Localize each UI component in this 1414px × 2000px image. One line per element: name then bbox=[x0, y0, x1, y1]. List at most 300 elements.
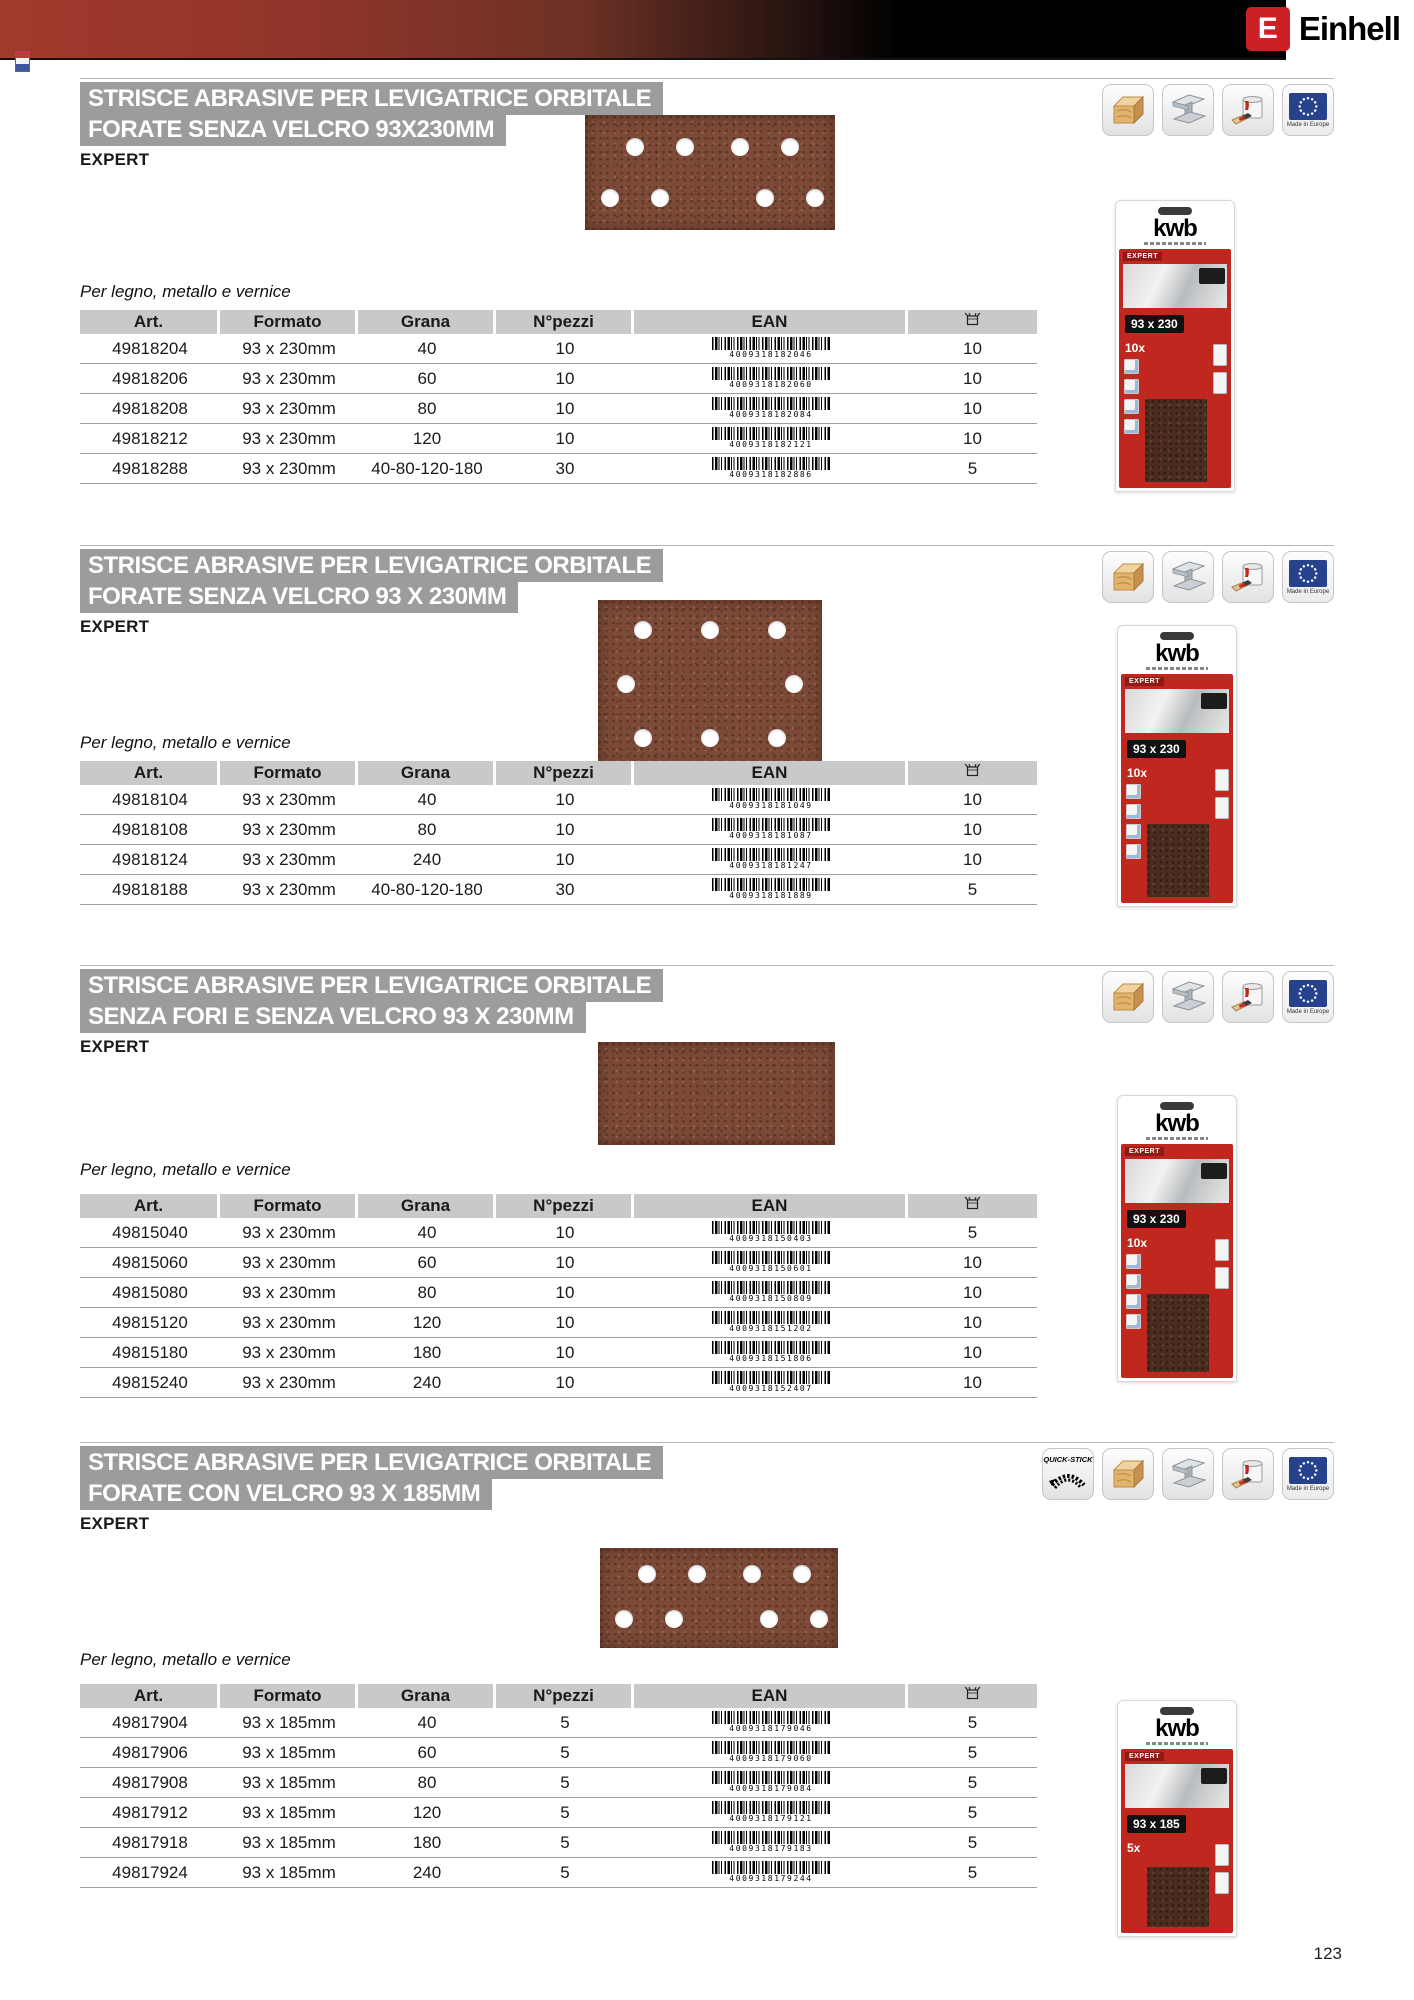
metal-icon bbox=[1162, 84, 1214, 136]
cell-grana: 40-80-120-180 bbox=[371, 880, 483, 899]
wood-icon bbox=[1102, 551, 1154, 603]
table-row bbox=[80, 454, 1037, 484]
cell-pezzi: 10 bbox=[555, 1283, 575, 1302]
package-sandpaper-window bbox=[1147, 824, 1209, 897]
made-in-europe-icon bbox=[1282, 971, 1334, 1023]
material-icons bbox=[1102, 551, 1334, 603]
cell-pezzi: 10 bbox=[555, 399, 575, 418]
einhell-logo-icon: E bbox=[1246, 7, 1290, 51]
cell-ean: 4009318181087 bbox=[634, 815, 908, 844]
table-row bbox=[80, 1708, 1037, 1738]
ean-barcode bbox=[712, 788, 830, 801]
cell-pezzi: 10 bbox=[555, 369, 575, 388]
col-pezzi: N°pezzi bbox=[496, 1684, 634, 1708]
ean-barcode bbox=[712, 427, 830, 440]
cell-grana: 60 bbox=[417, 1253, 437, 1272]
package-count-label: 10x bbox=[1127, 766, 1148, 780]
cell-pack-qty: 10 bbox=[963, 1253, 982, 1272]
table-row bbox=[80, 424, 1037, 454]
cell-ean: 4009318179183 bbox=[634, 1828, 908, 1857]
table-row bbox=[80, 1368, 1037, 1398]
wood-icon bbox=[1102, 84, 1154, 136]
cell-grana: 60 bbox=[417, 1743, 437, 1762]
cell-pack-qty: 10 bbox=[963, 850, 982, 869]
col-grana: Grana bbox=[358, 761, 496, 785]
cell-formato: 93 x 185mm bbox=[242, 1803, 336, 1822]
table-row bbox=[80, 394, 1037, 424]
cell-grana: 40-80-120-180 bbox=[371, 459, 483, 478]
table-row bbox=[80, 875, 1037, 905]
col-formato: Formato bbox=[220, 761, 358, 785]
col-formato: Formato bbox=[220, 310, 358, 334]
cell-grana: 240 bbox=[412, 850, 442, 869]
product-section-4 bbox=[0, 1442, 1414, 1980]
ean-barcode bbox=[712, 337, 830, 350]
eu-flag-icon bbox=[1289, 560, 1327, 587]
package-count-label: 5x bbox=[1127, 1841, 1141, 1855]
package-photo bbox=[1123, 264, 1227, 308]
cell-pack-qty: 5 bbox=[967, 1743, 978, 1762]
table-row bbox=[80, 1798, 1037, 1828]
cell-grana: 120 bbox=[412, 429, 442, 448]
kwb-logo: kwb bbox=[1155, 1110, 1199, 1137]
col-ean: EAN bbox=[634, 1194, 908, 1218]
col-grana: Grana bbox=[358, 310, 496, 334]
ean-barcode bbox=[712, 1741, 830, 1754]
cell-pezzi: 5 bbox=[560, 1773, 570, 1792]
cell-art: 49818208 bbox=[112, 399, 188, 418]
metal-icon bbox=[1162, 551, 1214, 603]
cell-ean: 4009318150403 bbox=[634, 1218, 908, 1247]
cell-art: 49815120 bbox=[112, 1313, 188, 1332]
cell-art: 49815180 bbox=[112, 1343, 188, 1362]
cell-grana: 80 bbox=[417, 820, 437, 839]
cell-grana: 40 bbox=[417, 1713, 437, 1732]
cell-pezzi: 10 bbox=[555, 1313, 575, 1332]
package-sandpaper-window bbox=[1147, 1867, 1209, 1927]
product-table bbox=[80, 310, 1037, 484]
ean-barcode bbox=[712, 818, 830, 831]
cell-ean: 4009318151202 bbox=[634, 1308, 908, 1337]
table-row bbox=[80, 815, 1037, 845]
ean-barcode bbox=[712, 1311, 830, 1324]
section-divider bbox=[80, 545, 1334, 546]
col-formato: Formato bbox=[220, 1194, 358, 1218]
cell-grana: 40 bbox=[417, 790, 437, 809]
cell-ean: 4009318182886 bbox=[634, 454, 908, 483]
cell-grana: 40 bbox=[417, 1223, 437, 1242]
product-package bbox=[1117, 1700, 1237, 1937]
table-row bbox=[80, 1858, 1037, 1888]
cell-art: 49817912 bbox=[112, 1803, 188, 1822]
cell-pack-qty: 5 bbox=[967, 1773, 978, 1792]
package-hanger-slot bbox=[1160, 1102, 1194, 1110]
cell-pack-qty: 5 bbox=[967, 1713, 978, 1732]
ean-barcode bbox=[712, 1801, 830, 1814]
col-art: Art. bbox=[80, 310, 220, 334]
product-package bbox=[1117, 1095, 1237, 1382]
table-row bbox=[80, 1768, 1037, 1798]
cell-formato: 93 x 230mm bbox=[242, 850, 336, 869]
package-photo bbox=[1125, 1159, 1229, 1203]
cell-formato: 93 x 230mm bbox=[242, 399, 336, 418]
cell-pezzi: 30 bbox=[555, 459, 575, 478]
wood-icon bbox=[1102, 1448, 1154, 1500]
cell-pezzi: 10 bbox=[555, 1343, 575, 1362]
made-in-europe-label: Made in Europe bbox=[1286, 588, 1330, 595]
cell-grana: 80 bbox=[417, 399, 437, 418]
package-expert-label: EXPERT bbox=[1125, 1147, 1164, 1156]
cell-art: 49815040 bbox=[112, 1223, 188, 1242]
cell-ean: 4009318182084 bbox=[634, 394, 908, 423]
cell-ean: 4009318150601 bbox=[634, 1248, 908, 1277]
ean-barcode bbox=[712, 1371, 830, 1384]
sandpaper-image bbox=[585, 115, 835, 230]
cell-art: 49815060 bbox=[112, 1253, 188, 1272]
col-ean: EAN bbox=[634, 310, 908, 334]
table-row bbox=[80, 785, 1037, 815]
table-body bbox=[80, 1218, 1037, 1398]
section-divider bbox=[80, 1442, 1334, 1443]
material-icons bbox=[1042, 1448, 1334, 1500]
cell-formato: 93 x 230mm bbox=[242, 880, 336, 899]
cell-pezzi: 10 bbox=[555, 429, 575, 448]
table-row bbox=[80, 334, 1037, 364]
cell-pack-qty: 10 bbox=[963, 369, 982, 388]
package-photo bbox=[1125, 1764, 1229, 1808]
cell-pezzi: 10 bbox=[555, 850, 575, 869]
cell-pack-qty: 5 bbox=[967, 1803, 978, 1822]
product-table bbox=[80, 761, 1037, 905]
table-row bbox=[80, 1738, 1037, 1768]
cell-grana: 240 bbox=[412, 1863, 442, 1882]
cell-pack-qty: 5 bbox=[967, 880, 978, 899]
cell-formato: 93 x 230mm bbox=[242, 1313, 336, 1332]
cell-formato: 93 x 230mm bbox=[242, 1283, 336, 1302]
cell-pezzi: 5 bbox=[560, 1803, 570, 1822]
section-title-line1: STRISCE ABRASIVE PER LEVIGATRICE ORBITALE bbox=[80, 82, 663, 115]
cell-formato: 93 x 185mm bbox=[242, 1713, 336, 1732]
cell-art: 49817904 bbox=[112, 1713, 188, 1732]
cell-ean: 4009318179244 bbox=[634, 1858, 908, 1887]
table-row bbox=[80, 1308, 1037, 1338]
eu-flag-icon bbox=[1289, 93, 1327, 120]
cell-pack-qty: 10 bbox=[963, 339, 982, 358]
table-row bbox=[80, 1828, 1037, 1858]
table-row bbox=[80, 1278, 1037, 1308]
col-grana: Grana bbox=[358, 1684, 496, 1708]
ean-barcode bbox=[712, 1711, 830, 1724]
velcro-arc-icon bbox=[1047, 1465, 1089, 1494]
kwb-logo: kwb bbox=[1155, 1715, 1199, 1742]
ean-barcode bbox=[712, 848, 830, 861]
ean-barcode bbox=[712, 457, 830, 470]
einhell-logo-text: Einhell bbox=[1298, 10, 1400, 47]
cell-pack-qty: 10 bbox=[963, 790, 982, 809]
cell-grana: 120 bbox=[412, 1803, 442, 1822]
paint-icon bbox=[1222, 84, 1274, 136]
application-subtitle: Per legno, metallo e vernice bbox=[80, 1650, 291, 1669]
package-photo bbox=[1125, 689, 1229, 733]
cell-grana: 180 bbox=[412, 1833, 442, 1852]
table-body bbox=[80, 1708, 1037, 1888]
cell-ean: 4009318182060 bbox=[634, 364, 908, 393]
cell-art: 49818188 bbox=[112, 880, 188, 899]
cell-formato: 93 x 230mm bbox=[242, 820, 336, 839]
cell-art: 49815240 bbox=[112, 1373, 188, 1392]
table-row bbox=[80, 1338, 1037, 1368]
cell-pack-qty: 10 bbox=[963, 820, 982, 839]
cell-formato: 93 x 230mm bbox=[242, 369, 336, 388]
cell-grana: 40 bbox=[417, 339, 437, 358]
product-section-3 bbox=[0, 965, 1414, 1442]
col-ean: EAN bbox=[634, 1684, 908, 1708]
cell-formato: 93 x 185mm bbox=[242, 1863, 336, 1882]
table-header bbox=[80, 1684, 1037, 1708]
section-divider bbox=[80, 78, 1334, 79]
section-title-line2: FORATE CON VELCRO 93 X 185MM bbox=[80, 1477, 492, 1510]
expert-label: EXPERT bbox=[80, 617, 150, 636]
made-in-europe-label: Made in Europe bbox=[1286, 1008, 1330, 1015]
expert-label: EXPERT bbox=[80, 1037, 150, 1056]
table-row bbox=[80, 1218, 1037, 1248]
metal-icon bbox=[1162, 971, 1214, 1023]
cell-art: 49818124 bbox=[112, 850, 188, 869]
ean-barcode bbox=[712, 367, 830, 380]
cell-pack-qty: 10 bbox=[963, 1283, 982, 1302]
section-divider bbox=[80, 965, 1334, 966]
quick-stick-icon bbox=[1042, 1448, 1094, 1500]
cell-art: 49817906 bbox=[112, 1743, 188, 1762]
material-icons bbox=[1102, 971, 1334, 1023]
cell-art: 49818108 bbox=[112, 820, 188, 839]
eu-flag-icon bbox=[1289, 1457, 1327, 1484]
cell-pezzi: 5 bbox=[560, 1713, 570, 1732]
cell-pezzi: 10 bbox=[555, 1223, 575, 1242]
package-sandpaper-window bbox=[1145, 399, 1207, 482]
package-expert-label: EXPERT bbox=[1125, 677, 1164, 686]
cell-pack-qty: 5 bbox=[967, 459, 978, 478]
application-subtitle: Per legno, metallo e vernice bbox=[80, 733, 291, 752]
cell-art: 49818104 bbox=[112, 790, 188, 809]
einhell-logo bbox=[1246, 7, 1400, 51]
col-pezzi: N°pezzi bbox=[496, 1194, 634, 1218]
cell-ean: 4009318181889 bbox=[634, 875, 908, 904]
col-formato: Formato bbox=[220, 1684, 358, 1708]
cell-art: 49817908 bbox=[112, 1773, 188, 1792]
cell-ean: 4009318182046 bbox=[634, 334, 908, 363]
package-count-label: 10x bbox=[1125, 341, 1146, 355]
application-subtitle: Per legno, metallo e vernice bbox=[80, 282, 291, 301]
section-title-line2: SENZA FORI E SENZA VELCRO 93 X 230MM bbox=[80, 1000, 586, 1033]
made-in-europe-icon bbox=[1282, 1448, 1334, 1500]
cell-pezzi: 5 bbox=[560, 1743, 570, 1762]
cell-formato: 93 x 230mm bbox=[242, 339, 336, 358]
cell-pack-qty: 10 bbox=[963, 1343, 982, 1362]
table-header bbox=[80, 761, 1037, 785]
quick-stick-label: QUICK-STICK bbox=[1043, 1454, 1093, 1464]
cell-formato: 93 x 185mm bbox=[242, 1773, 336, 1792]
cell-grana: 60 bbox=[417, 369, 437, 388]
cell-formato: 93 x 185mm bbox=[242, 1833, 336, 1852]
product-section-1 bbox=[0, 78, 1414, 545]
cell-pezzi: 10 bbox=[555, 790, 575, 809]
made-in-europe-icon bbox=[1282, 84, 1334, 136]
paint-icon bbox=[1222, 551, 1274, 603]
table-row bbox=[80, 1248, 1037, 1278]
cell-ean: 4009318152407 bbox=[634, 1368, 908, 1397]
package-hanger-slot bbox=[1160, 632, 1194, 640]
product-package bbox=[1117, 625, 1237, 907]
cell-pezzi: 5 bbox=[560, 1833, 570, 1852]
package-size-label: 93 x 230 bbox=[1125, 315, 1184, 333]
cell-pezzi: 30 bbox=[555, 880, 575, 899]
cell-art: 49817924 bbox=[112, 1863, 188, 1882]
ean-barcode bbox=[712, 1341, 830, 1354]
cell-pezzi: 5 bbox=[560, 1863, 570, 1882]
cell-formato: 93 x 230mm bbox=[242, 1223, 336, 1242]
table-row bbox=[80, 845, 1037, 875]
col-ean: EAN bbox=[634, 761, 908, 785]
material-icons bbox=[1102, 84, 1334, 136]
col-pack bbox=[908, 1194, 1037, 1218]
cell-ean: 4009318182121 bbox=[634, 424, 908, 453]
cell-ean: 4009318181049 bbox=[634, 785, 908, 814]
cell-art: 49817918 bbox=[112, 1833, 188, 1852]
cell-grana: 240 bbox=[412, 1373, 442, 1392]
section-title-line1: STRISCE ABRASIVE PER LEVIGATRICE ORBITALE bbox=[80, 549, 663, 582]
expert-label: EXPERT bbox=[80, 150, 150, 169]
made-in-europe-label: Made in Europe bbox=[1286, 1485, 1330, 1492]
cell-formato: 93 x 185mm bbox=[242, 1743, 336, 1762]
cell-pack-qty: 5 bbox=[967, 1863, 978, 1882]
cell-formato: 93 x 230mm bbox=[242, 1253, 336, 1272]
cell-ean: 4009318179084 bbox=[634, 1768, 908, 1797]
cell-formato: 93 x 230mm bbox=[242, 1343, 336, 1362]
made-in-europe-icon bbox=[1282, 551, 1334, 603]
cell-formato: 93 x 230mm bbox=[242, 1373, 336, 1392]
cell-art: 49818204 bbox=[112, 339, 188, 358]
col-pack bbox=[908, 761, 1037, 785]
col-art: Art. bbox=[80, 1684, 220, 1708]
package-size-label: 93 x 230 bbox=[1127, 1210, 1186, 1228]
table-body bbox=[80, 785, 1037, 905]
cell-formato: 93 x 230mm bbox=[242, 790, 336, 809]
cell-pezzi: 10 bbox=[555, 1373, 575, 1392]
col-grana: Grana bbox=[358, 1194, 496, 1218]
package-size-label: 93 x 230 bbox=[1127, 740, 1186, 758]
cell-grana: 80 bbox=[417, 1283, 437, 1302]
package-expert-label: EXPERT bbox=[1123, 252, 1162, 261]
package-sandpaper-window bbox=[1147, 1294, 1209, 1372]
ean-barcode bbox=[712, 1831, 830, 1844]
cell-pezzi: 10 bbox=[555, 1253, 575, 1272]
cell-pezzi: 10 bbox=[555, 820, 575, 839]
ean-barcode bbox=[712, 397, 830, 410]
cell-formato: 93 x 230mm bbox=[242, 429, 336, 448]
product-package bbox=[1115, 200, 1235, 492]
page-number: 123 bbox=[1313, 1944, 1342, 1963]
cell-art: 49815080 bbox=[112, 1283, 188, 1302]
package-hanger-slot bbox=[1158, 207, 1192, 215]
kwb-logo: kwb bbox=[1155, 640, 1199, 667]
col-pezzi: N°pezzi bbox=[496, 310, 634, 334]
cell-grana: 80 bbox=[417, 1773, 437, 1792]
cell-formato: 93 x 230mm bbox=[242, 459, 336, 478]
section-title-line2: FORATE SENZA VELCRO 93X230MM bbox=[80, 113, 506, 146]
paint-icon bbox=[1222, 1448, 1274, 1500]
ean-barcode bbox=[712, 1251, 830, 1264]
table-header bbox=[80, 1194, 1037, 1218]
package-size-label: 93 x 185 bbox=[1127, 1815, 1186, 1833]
table-body bbox=[80, 334, 1037, 484]
col-pezzi: N°pezzi bbox=[496, 761, 634, 785]
cell-pack-qty: 5 bbox=[967, 1223, 978, 1242]
col-art: Art. bbox=[80, 761, 220, 785]
metal-icon bbox=[1162, 1448, 1214, 1500]
col-pack bbox=[908, 1684, 1037, 1708]
cell-ean: 4009318151806 bbox=[634, 1338, 908, 1367]
sandpaper-image bbox=[600, 1548, 838, 1648]
product-section-2 bbox=[0, 545, 1414, 965]
cell-grana: 180 bbox=[412, 1343, 442, 1362]
section-title-line1: STRISCE ABRASIVE PER LEVIGATRICE ORBITALE bbox=[80, 969, 663, 1002]
cell-pack-qty: 5 bbox=[967, 1833, 978, 1852]
package-hanger-slot bbox=[1160, 1707, 1194, 1715]
cell-ean: 4009318179046 bbox=[634, 1708, 908, 1737]
cell-art: 49818288 bbox=[112, 459, 188, 478]
kwb-logo: kwb bbox=[1153, 215, 1197, 242]
section-title-line1: STRISCE ABRASIVE PER LEVIGATRICE ORBITALE bbox=[80, 1446, 663, 1479]
cell-grana: 120 bbox=[412, 1313, 442, 1332]
product-table bbox=[80, 1684, 1037, 1888]
ean-barcode bbox=[712, 1221, 830, 1234]
cell-pack-qty: 10 bbox=[963, 429, 982, 448]
cell-ean: 4009318179060 bbox=[634, 1738, 908, 1767]
cell-pack-qty: 10 bbox=[963, 1373, 982, 1392]
sandpaper-image bbox=[598, 1042, 835, 1145]
ean-barcode bbox=[712, 1771, 830, 1784]
paint-icon bbox=[1222, 971, 1274, 1023]
eu-flag-icon bbox=[1289, 980, 1327, 1007]
table-header bbox=[80, 310, 1037, 334]
product-table bbox=[80, 1194, 1037, 1398]
cell-art: 49818212 bbox=[112, 429, 188, 448]
col-pack bbox=[908, 310, 1037, 334]
wood-icon bbox=[1102, 971, 1154, 1023]
cell-art: 49818206 bbox=[112, 369, 188, 388]
cell-pack-qty: 10 bbox=[963, 399, 982, 418]
cell-ean: 4009318179121 bbox=[634, 1798, 908, 1827]
ean-barcode bbox=[712, 1281, 830, 1294]
expert-label: EXPERT bbox=[80, 1514, 150, 1533]
ean-barcode bbox=[712, 878, 830, 891]
sandpaper-image bbox=[598, 600, 822, 768]
made-in-europe-label: Made in Europe bbox=[1286, 121, 1330, 128]
col-art: Art. bbox=[80, 1194, 220, 1218]
package-expert-label: EXPERT bbox=[1125, 1752, 1164, 1761]
cell-pack-qty: 10 bbox=[963, 1313, 982, 1332]
ean-barcode bbox=[712, 1861, 830, 1874]
cell-ean: 4009318181247 bbox=[634, 845, 908, 874]
table-row bbox=[80, 364, 1037, 394]
section-title-line2: FORATE SENZA VELCRO 93 X 230MM bbox=[80, 580, 518, 613]
cell-pezzi: 10 bbox=[555, 339, 575, 358]
application-subtitle: Per legno, metallo e vernice bbox=[80, 1160, 291, 1179]
cell-ean: 4009318150809 bbox=[634, 1278, 908, 1307]
header-banner bbox=[0, 0, 1286, 60]
package-count-label: 10x bbox=[1127, 1236, 1148, 1250]
